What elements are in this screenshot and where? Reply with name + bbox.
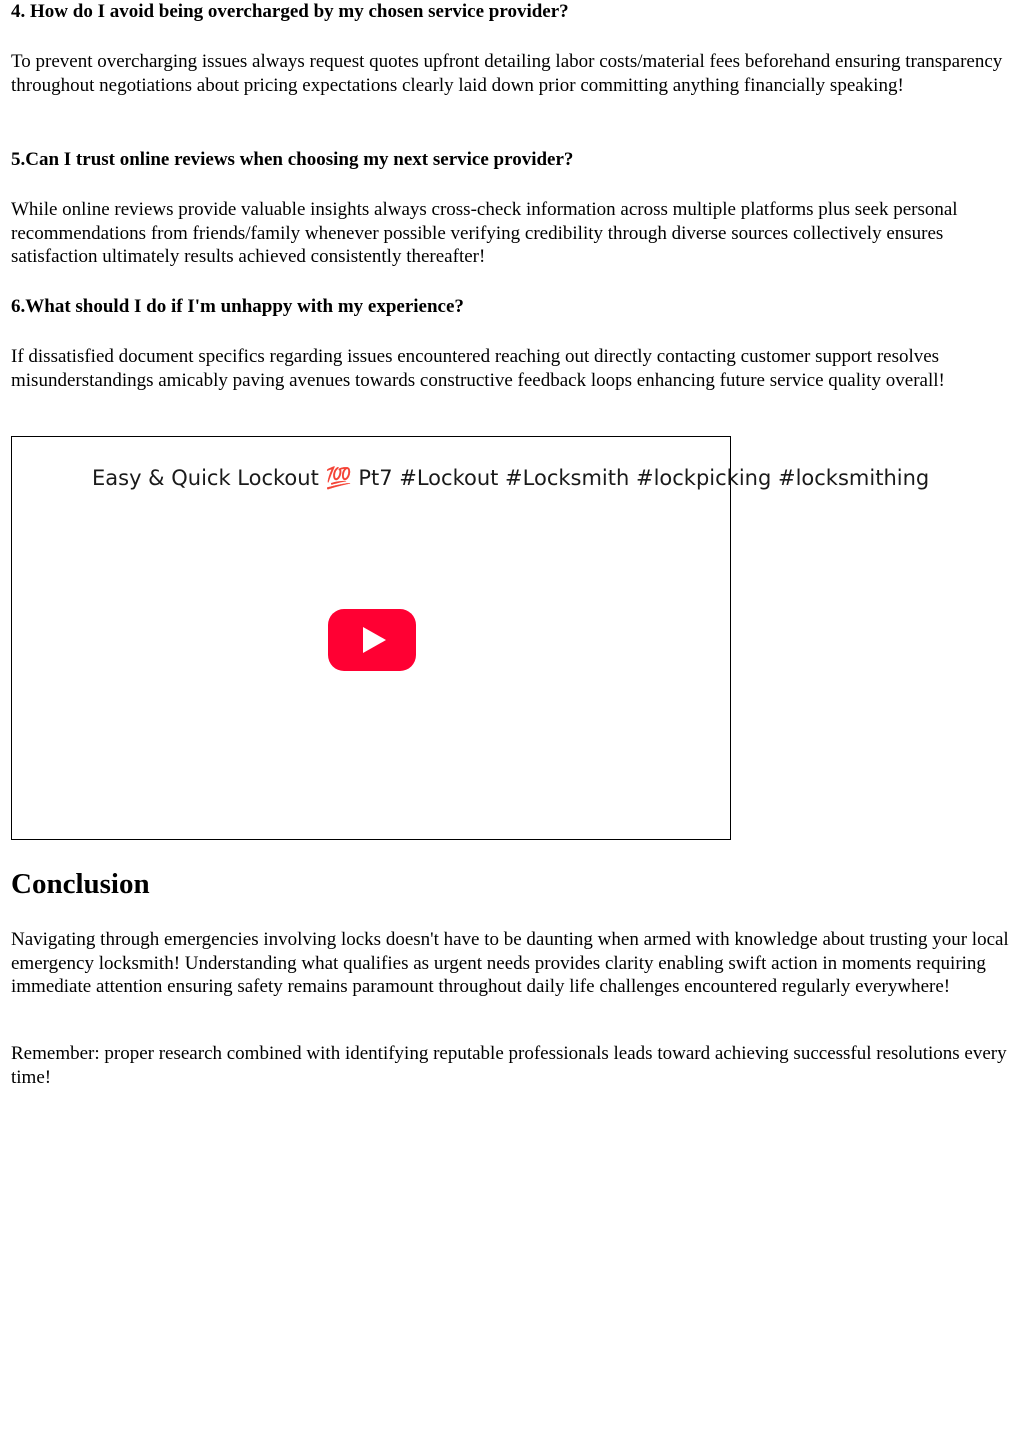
faq-answer-5: While online reviews provide valuable insights always cross-check information across multiple platforms plus seek personal recommendations from friends/family whenever possible verifying credibility through diverse sources collectively ensures satisfaction ultimately results achieved consistently thereafter!: [11, 199, 958, 267]
video-title[interactable]: Easy & Quick Lockout 💯 Pt7 #Lockout #Locksmith #lockpicking #locksmithing: [92, 466, 930, 490]
conclusion-paragraph-1: Navigating through emergencies involving locks doesn't have to be daunting when armed with knowledge about trusting your local emergency locksmith! Understanding what qualifies as urgent needs provides clarity enabling swift action in moments requiring immediate attention ensuring safety remains paramount throughout daily life challenges encountered regularly everywhere!: [11, 929, 1009, 997]
faq-question-5: 5.Can I trust online reviews when choosing my next service provider?: [11, 149, 574, 170]
youtube-play-icon[interactable]: [328, 609, 416, 671]
faq-answer-4: To prevent overcharging issues always request quotes upfront detailing labor costs/material fees beforehand ensuring transparency throughout negotiations about pricing expectations clearly laid down prior committing anything financially speaking!: [11, 51, 1003, 96]
conclusion-paragraph-2: Remember: proper research combined with identifying reputable professionals leads toward achieving successful resolutions every time!: [11, 1043, 1007, 1088]
faq-question-4: 4. How do I avoid being overcharged by my chosen service provider?: [11, 1, 569, 22]
youtube-embed[interactable]: [11, 436, 930, 840]
faq-answer-6: If dissatisfied document specifics regarding issues encountered reaching out directly contacting customer support resolves misunderstandings amicably paving avenues towards constructive feedback loops enhancing future service quality overall!: [11, 346, 945, 391]
conclusion-heading: Conclusion: [11, 868, 150, 900]
faq-question-6: 6.What should I do if I'm unhappy with my experience?: [11, 296, 464, 317]
